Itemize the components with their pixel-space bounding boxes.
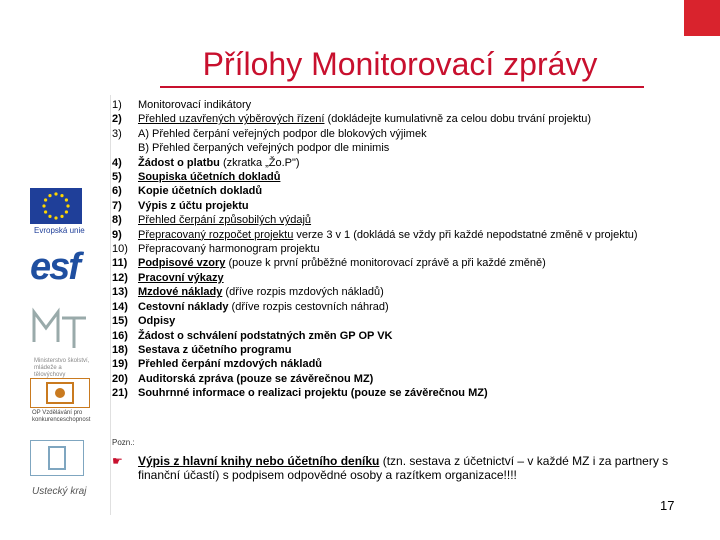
title-underline	[160, 86, 644, 88]
note-rest: (tzn. sestava z účetnictví – v každé MZ i za partnery s finanční účastí) s podpisem odpovědné osoby a razítkem organizace!!!!	[138, 454, 669, 482]
list-item	[112, 343, 692, 357]
note	[112, 454, 682, 482]
list-item-main: Kopie účetních dokladů	[138, 185, 263, 198]
msmt-emblem-icon	[30, 302, 90, 358]
list-item-rest: (dříve rozpis mzdových nákladů)	[222, 286, 384, 299]
list-item-main: Cestovní náklady	[138, 300, 229, 313]
list-item-main: Výpis z účtu projektu	[138, 199, 249, 212]
list-item-number: 14)	[112, 300, 128, 313]
list-item-main: Soupiska účetních dokladů	[138, 171, 281, 184]
ustecky-kraj-logo	[30, 440, 84, 476]
list-item	[112, 329, 692, 343]
list-item-rest: (zkratka „Žo.P")	[219, 156, 300, 169]
list-item-main: Sestava z účetního programu	[138, 343, 292, 356]
list-item-text	[138, 300, 692, 314]
list-item-text	[138, 256, 692, 270]
list-item-text	[138, 386, 692, 400]
list-item-text	[138, 343, 692, 357]
op-vk-emblem-icon	[31, 379, 89, 407]
kraj-emblem-icon	[31, 441, 83, 475]
note-bold: Výpis z hlavní knihy nebo účetního deníku	[138, 454, 380, 468]
list-item-text	[138, 184, 692, 198]
list-item-rest: (dokládejte kumulativně za celou dobu trvání projektu)	[324, 113, 592, 126]
ustecky-kraj-label: Ustecký kraj	[32, 486, 87, 497]
page-number: 17	[660, 498, 675, 513]
list-item-number: 10)	[112, 243, 128, 256]
list-item-number: 6)	[112, 185, 122, 198]
list-item-main: Souhrnné informace o realizaci projektu (pouze se závěrečnou MZ)	[138, 387, 488, 400]
list-item	[112, 242, 692, 256]
list-item	[112, 199, 692, 213]
list-item	[112, 170, 692, 184]
list-item-text	[138, 372, 692, 386]
list-item-rest: Přepracovaný harmonogram projektu	[138, 243, 320, 256]
list-item-rest: (dříve rozpis cestovních náhrad)	[228, 300, 389, 313]
eu-label: Evropská unie	[34, 226, 85, 235]
list-item	[112, 256, 692, 270]
list-item-text	[138, 127, 692, 141]
list-item-number: 12)	[112, 271, 128, 284]
esf-logo	[30, 246, 94, 292]
list-item-main: Mzdové náklady	[138, 286, 223, 299]
list-item	[112, 98, 692, 112]
list-item-number: 15)	[112, 315, 128, 328]
list-item	[112, 213, 692, 227]
list-item-number: 13)	[112, 286, 128, 299]
list-item-text	[138, 285, 692, 299]
list-item-text	[138, 141, 692, 155]
op-vk-logo	[30, 378, 90, 408]
list-item	[112, 141, 692, 155]
list-item-text	[138, 314, 692, 328]
list-item	[112, 127, 692, 141]
list-item-rest: (pouze k první průběžné monitorovací zprávě a při každé změně)	[225, 257, 546, 270]
list-item-rest: A) Přehled čerpání veřejných podpor dle blokových výjimek	[138, 127, 427, 140]
list-item-main: Přehled čerpání způsobilých výdajů	[138, 214, 312, 227]
list-item-text	[138, 242, 692, 256]
list-item	[112, 112, 692, 126]
list-item-rest: Monitorovací indikátory	[138, 99, 252, 111]
list-item-main: Auditorská zpráva (pouze se závěrečnou MZ)	[138, 372, 374, 385]
eu-stars-icon	[41, 191, 71, 221]
list-item-number: 19)	[112, 358, 128, 371]
list-item	[112, 386, 692, 400]
list-item-text	[138, 213, 692, 227]
op-vk-label: OP Vzdělávání pro konkurenceschopnost	[32, 410, 91, 423]
list-item-text	[138, 170, 692, 184]
note-text	[138, 454, 682, 482]
list-item-number: 5)	[112, 171, 122, 184]
list-item-number: 16)	[112, 329, 128, 342]
list-item-rest: verze 3 v 1 (dokládá se vždy při každé nepodstatné změně v projektu)	[293, 228, 638, 241]
list-item-rest: B) Přehled čerpaných veřejných podpor dle minimis	[138, 142, 390, 155]
list-item-number: 1)	[112, 99, 122, 111]
list-item-number: 18)	[112, 343, 128, 356]
attachment-list	[112, 98, 692, 401]
list-item	[112, 300, 692, 314]
list-item	[112, 357, 692, 371]
list-item	[112, 271, 692, 285]
list-item-number: 11)	[112, 257, 128, 270]
list-item-number: 9)	[112, 228, 122, 241]
pointing-hand-icon: ☛	[112, 454, 123, 468]
eu-flag-logo	[30, 188, 82, 224]
list-item-main: Přepracovaný rozpočet projektu	[138, 228, 294, 241]
list-item-number: 21)	[112, 387, 128, 400]
list-item-text	[138, 357, 692, 371]
list-item-number: 3)	[112, 127, 122, 140]
list-item-main: Přehled uzavřených výběrových řízení	[138, 113, 325, 126]
list-item	[112, 156, 692, 170]
list-item-text	[138, 98, 692, 112]
list-item-text	[138, 156, 692, 170]
list-item-text	[138, 271, 692, 285]
list-item-main: Pracovní výkazy	[138, 271, 224, 284]
list-item-main: Žádost o schválení podstatných změn GP OP VK	[138, 329, 393, 342]
list-item-number: 4)	[112, 156, 122, 169]
list-item-number: 20)	[112, 372, 128, 385]
list-item	[112, 314, 692, 328]
list-item-main: Přehled čerpání mzdových nákladů	[138, 358, 323, 371]
list-item-number: 7)	[112, 199, 122, 212]
note-label: Pozn.:	[112, 438, 135, 447]
list-item-main: Žádost o platbu	[138, 156, 220, 169]
list-item-main: Odpisy	[138, 315, 176, 328]
esf-label: esf	[30, 246, 79, 288]
list-item-main: Podpisové vzory	[138, 257, 226, 270]
red-corner-block	[684, 0, 720, 36]
list-item	[112, 372, 692, 386]
msmt-logo	[30, 302, 90, 358]
list-item-text	[138, 112, 692, 126]
list-item-text	[138, 329, 692, 343]
msmt-label: Ministerstvo školství, mládeže a tělovýchovy	[34, 358, 90, 378]
list-item	[112, 184, 692, 198]
list-item	[112, 285, 692, 299]
list-item-text	[138, 199, 692, 213]
list-item-number: 8)	[112, 214, 122, 227]
page-title: Přílohy Monitorovací zprávy	[202, 46, 598, 82]
list-item-text	[138, 228, 692, 242]
list-item-number: 2)	[112, 113, 122, 126]
list-item	[112, 228, 692, 242]
list-item-number	[112, 141, 138, 155]
